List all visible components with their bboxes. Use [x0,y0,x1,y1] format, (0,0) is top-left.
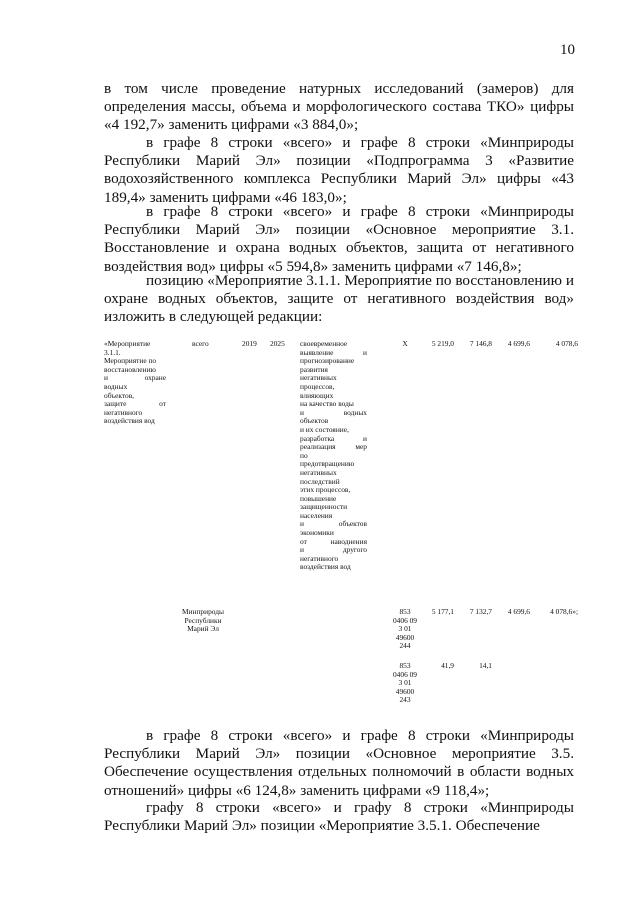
resp-line: Минприроды [182,607,224,616]
desc-line: от наводнения [300,536,367,546]
desc-line: повышение [300,493,337,503]
paragraph-4: позицию «Мероприятие 3.1.1. Мероприятие по восстановлению и охране водных объектов, защите от негативного воздействия вод» изложить в следующей редакции: [104,272,574,326]
desc-line: и объектов [300,519,367,529]
desc-line: объектов [300,416,329,426]
desc-line: предотвращению [300,459,355,469]
desc-line: по [300,450,308,460]
paragraph-3: в графе 8 строки «всего» и графе 8 строки «Минприроды Республики Марий Эл» позиции «Основное мероприятие 3.1. Восстановление и охрана водных объектов, защита от негативного воздействия вод» цифры «5 594,8» заменить цифрами «7 146,8»; [104,203,574,275]
code-line: 3 01 [398,624,412,634]
desc-line: и водных [300,407,367,417]
desc-line: экономики [300,528,334,538]
desc-line: воздействия вод [300,562,351,572]
desc-line: негативного [300,553,339,563]
code-line: 243 [399,695,411,705]
code-line: 0406 09 [392,615,418,625]
desc-line: последствий [300,476,340,486]
desc-line: этих процессов, [300,485,351,495]
table-cell-value-2: 14,1 [479,661,492,670]
desc-line: на качество воды [300,399,354,409]
name-line: негативного [104,407,143,417]
table-cell-value-1: 5 177,1 [431,607,454,616]
desc-line: негативных [300,467,337,477]
paragraph-6: графу 8 строки «всего» и графу 8 строки «Минприроды Республики Марий Эл» позиции «Мероприятие 3.5.1. Обеспечение [104,799,574,835]
code-line: 853 [399,607,411,616]
table-cell-value-4: 4 078,6 [555,339,578,348]
desc-line: влияющих [300,390,334,400]
code-line: 49600 [395,686,415,696]
paragraph-5: в графе 8 строки «всего» и графе 8 строки «Минприроды Республики Марий Эл» позиции «Основное мероприятие 3.5. Обеспечение осуществления отдельных полномочий в области водных отношений» цифры «6 124,8» заменить цифрами «9 118,4»; [104,727,574,799]
resp-line: Марий Эл [187,624,219,634]
name-line: объектов, [104,390,135,400]
desc-line: реализация мер [300,442,367,452]
table-cell-value-4: 4 078,6»; [550,607,578,616]
code-line: 0406 09 [392,669,418,679]
table-cell-description [300,340,367,572]
table-cell-value-1: 41,9 [441,661,454,670]
table-cell-value-1: 5 219,0 [431,339,454,348]
table-cell-value-3: 4 699,6 [507,339,530,348]
table-cell-responsible-ministry [174,608,232,634]
desc-line: своевременное [300,339,348,348]
code-line: 244 [399,641,411,651]
name-line: воздействия вод [104,416,155,426]
table-cell-year-end: 2025 [270,339,285,348]
desc-line: процессов, [300,381,335,391]
desc-line: защищенности [300,502,348,512]
name-line: «Мероприятие [104,339,151,348]
table-cell-responsible-total: всего [192,339,209,348]
desc-line: разработка и [300,433,367,443]
desc-line: прогнозирование [300,356,355,366]
resp-line: Республики [184,615,222,625]
paragraph-2: в графе 8 строки «всего» и графе 8 строки «Минприроды Республики Марий Эл» позиции «Подпрограмма 3 «Развитие водохозяйственного комплекса Республики Марий Эл» цифры «43 189,4» заменить цифрами «46 183,0»; [104,134,574,206]
desc-line: и их состояние, [300,424,349,434]
name-line: защите от [104,399,166,409]
table-cell-name [104,340,166,426]
code-line: 3 01 [398,678,412,688]
name-line: и охране [104,373,166,383]
code-line: 853 [399,661,411,670]
name-line: восстановлению [104,364,156,374]
desc-line: населения [300,510,333,520]
table-cell-value-2: 7 132,7 [469,607,492,616]
name-line: 3.1.1. [104,347,121,357]
desc-line: негативных [300,373,337,383]
paragraph-1: в том числе проведение натурных исследований (замеров) для определения массы, объема и морфологического состава ТКО» цифры «4 192,7» заменить цифрами «3 884,0»; [104,80,574,134]
table-cell-value-3: 4 699,6 [507,607,530,616]
table-cell-value-2: 7 146,8 [469,339,492,348]
table-cell-year-start: 2019 [242,339,257,348]
name-line: водных [104,381,128,391]
table-cell-code-total: Х [402,339,408,348]
desc-line: и другого [300,545,367,555]
code-line: 49600 [395,632,415,642]
desc-line: развития [300,364,328,374]
page-number: 10 [560,42,575,58]
desc-line: выявление и [300,347,367,357]
name-line: Мероприятие по [104,356,157,366]
